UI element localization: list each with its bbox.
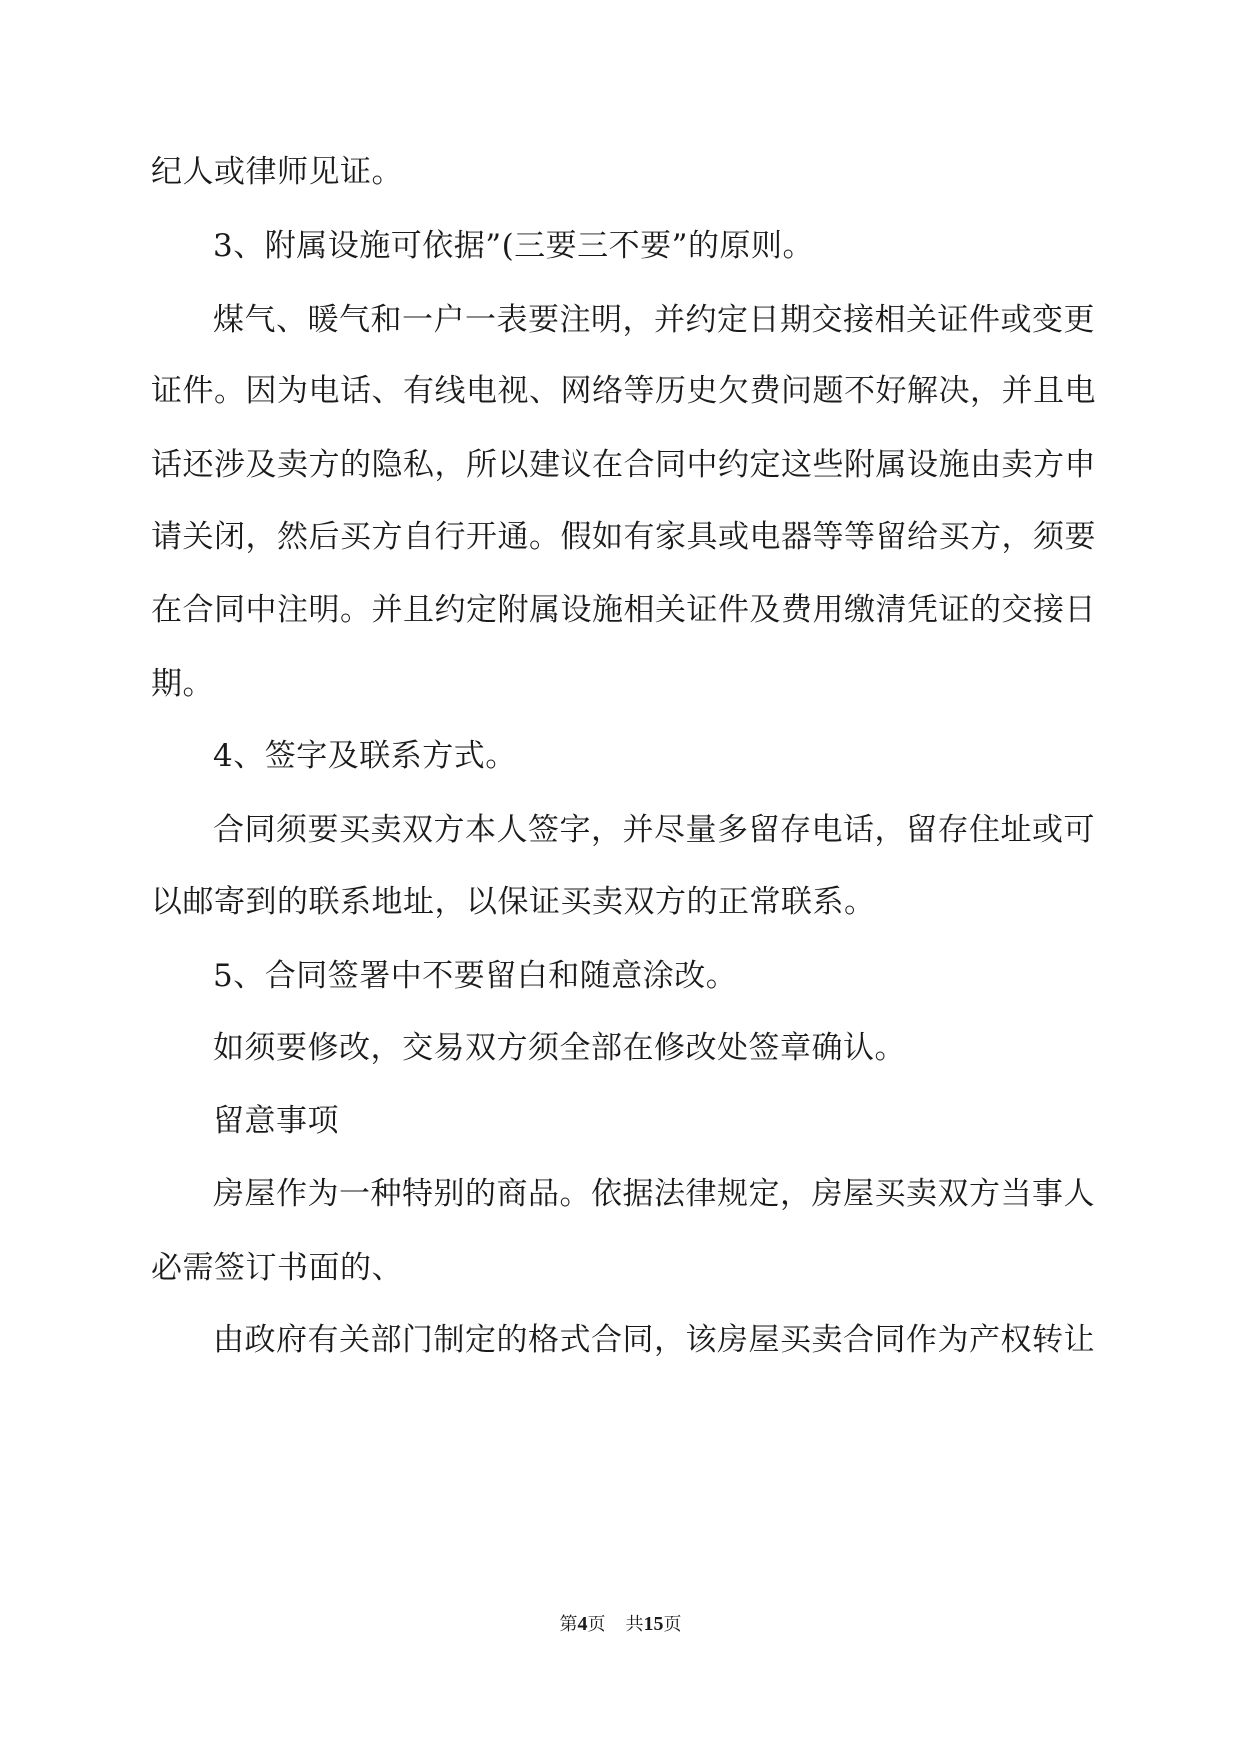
- text-line: 证件。因为电话、有线电视、网络等历史欠费问题不好解决，并且电: [151, 373, 1096, 409]
- footer-total-prefix: 共: [625, 1614, 644, 1635]
- text-line: 煤气、暖气和一户一表要注明，并约定日期交接相关证件或变更: [213, 302, 1095, 338]
- text-line: 由政府有关部门制定的格式合同，该房屋买卖合同作为产权转让: [213, 1322, 1095, 1358]
- section-heading: 3、附属设施可依据”(三要三不要”的原则。: [213, 228, 815, 264]
- text-line: 纪人或律师见证。: [151, 154, 403, 190]
- text-line: 合同须要买卖双方本人签字，并尽量多留存电话，留存住址或可: [213, 812, 1095, 848]
- section-heading: 留意事项: [213, 1103, 339, 1139]
- text-line: 在合同中注明。并且约定附属设施相关证件及费用缴清凭证的交接日: [151, 592, 1096, 628]
- section-heading: 5、合同签署中不要留白和随意涂改。: [213, 958, 738, 994]
- footer-page-suffix: 页: [587, 1614, 606, 1635]
- text-line: 期。: [151, 666, 214, 702]
- text-line: 请关闭，然后买方自行开通。假如有家具或电器等等留给买方，须要: [151, 519, 1096, 555]
- footer-prefix: 第: [559, 1614, 578, 1635]
- total-page-count: 15: [643, 1613, 664, 1635]
- text-line: 以邮寄到的联系地址，以保证买卖双方的正常联系。: [151, 884, 876, 920]
- text-line: 如须要修改，交易双方须全部在修改处签章确认。: [213, 1030, 906, 1066]
- text-line: 房屋作为一种特别的商品。依据法律规定，房屋买卖双方当事人: [213, 1176, 1095, 1212]
- text-line: 必需签订书面的、: [151, 1250, 403, 1286]
- text-line: 话还涉及卖方的隐私，所以建议在合同中约定这些附属设施由卖方申: [151, 447, 1096, 483]
- footer-total-suffix: 页: [663, 1614, 682, 1635]
- current-page-number: 4: [577, 1613, 588, 1635]
- section-heading: 4、签字及联系方式。: [213, 738, 517, 774]
- page-footer: [0, 1612, 1241, 1637]
